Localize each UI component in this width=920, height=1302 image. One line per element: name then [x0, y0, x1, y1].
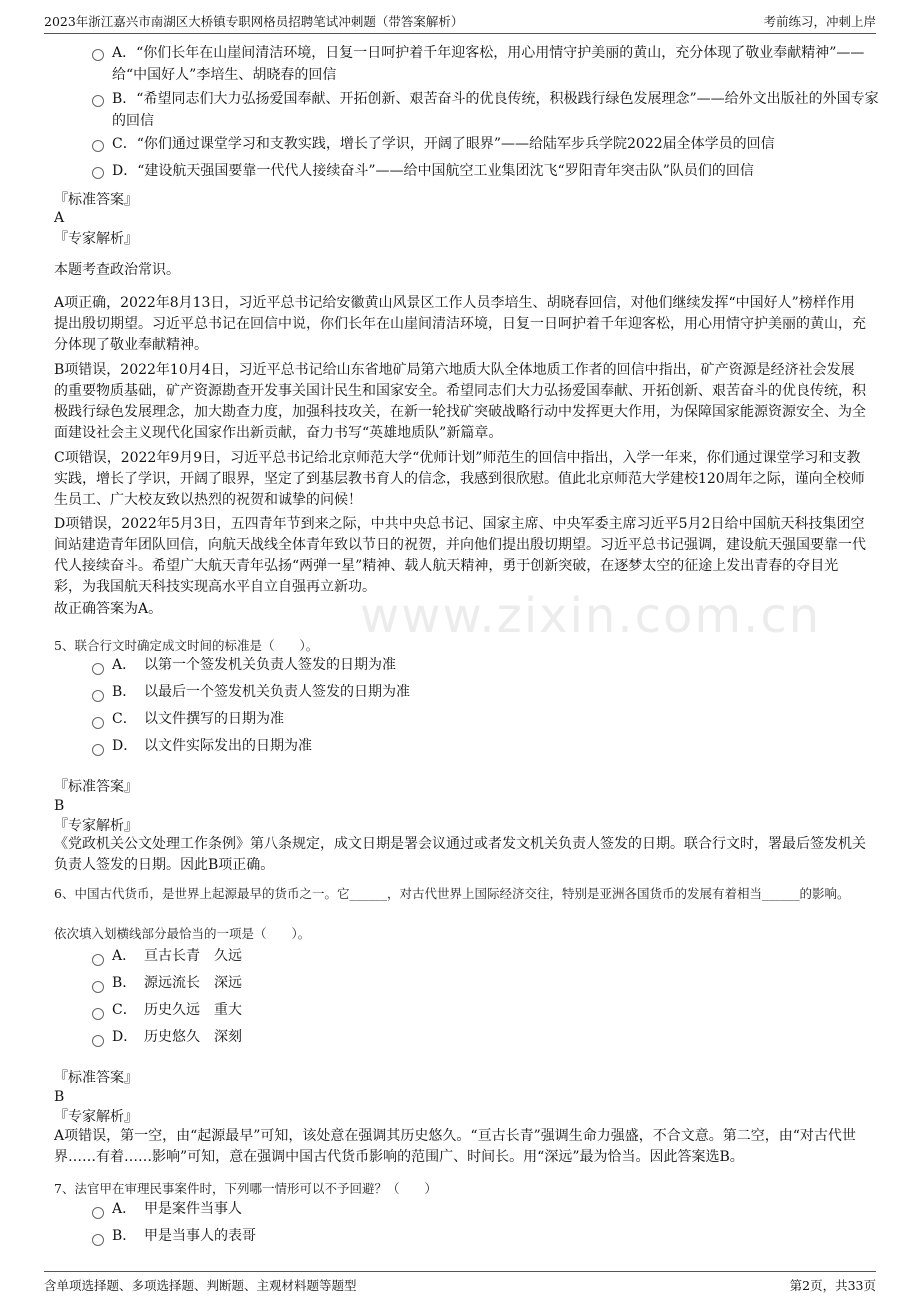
- analysis-paragraph: B项错误，2022年10月4日，习近平总书记给山东省地矿局第六地质大队全体地质工作者的回信中指出，矿产资源是经济社会发展的重要物质基础，矿产资源勘查开发事关国计民生和国家安全。希望同志们大力弘扬爱国奉献、开拓创新、艰苦奋斗的优良传统，积极践行绿色发展理念，加大勘查力度，加强科技攻关，在新一轮找矿突破战略行动中发挥更大作用，为保障国家能源资源安全、为全面建设社会主义现代化国家作出新贡献，奋力书写“英雄地质队”新篇章。: [54, 362, 866, 441]
- q6-option-b[interactable]: B． 源远流长 深远: [92, 972, 242, 994]
- radio-icon[interactable]: [92, 717, 104, 729]
- radio-icon[interactable]: [92, 663, 104, 675]
- radio-icon[interactable]: [92, 95, 104, 107]
- answer-heading: 『标准答案』: [54, 192, 138, 208]
- answer-value: B: [54, 1089, 65, 1105]
- q5-option-b[interactable]: B． 以最后一个签发机关负责人签发的日期为准: [92, 681, 410, 703]
- document-title: 2023年浙江嘉兴市南湖区大桥镇专职网格员招聘笔试冲刺题（带答案解析）: [44, 14, 464, 29]
- analysis-paragraph: 故正确答案为A。: [54, 601, 163, 617]
- q6-option-a[interactable]: A． 亘古长青 久远: [92, 945, 242, 967]
- analysis-paragraph: 本题考查政治常识。: [54, 262, 180, 278]
- question-6-instruction: 依次填入划横线部分最恰当的一项是（ ）。: [54, 926, 311, 941]
- footer-note: 含单项选择题、多项选择题、判断题、主观材料题等题型: [44, 1278, 357, 1293]
- radio-icon[interactable]: [92, 49, 104, 61]
- q7-option-b[interactable]: B． 甲是当事人的表哥: [92, 1225, 256, 1247]
- analysis-heading: 『专家解析』: [54, 231, 138, 247]
- answer-value: B: [54, 798, 65, 814]
- radio-icon[interactable]: [92, 167, 104, 179]
- radio-icon[interactable]: [92, 690, 104, 702]
- q4-option-c[interactable]: C．“你们通过课堂学习和支教实践，增长了学识，开阔了眼界”——给陆军步兵学院2022届全体学员的回信: [92, 133, 880, 155]
- question-5: 5、联合行文时确定成文时间的标准是（ ）。: [54, 638, 319, 653]
- q5-option-c[interactable]: C． 以文件撰写的日期为准: [92, 708, 284, 730]
- analysis-heading: 『专家解析』: [54, 1109, 138, 1125]
- answer-heading: 『标准答案』: [54, 779, 138, 795]
- radio-icon[interactable]: [92, 981, 104, 993]
- q7-option-a[interactable]: A． 甲是案件当事人: [92, 1198, 242, 1220]
- analysis-paragraph: A项错误，第一空，由“起源最早”可知，该处意在强调其历史悠久。“亘古长青”强调生命力强盛，不合文意。第二空，由“对古代世界……有着……影响”可知，意在强调中国古代货币影响的范围广、时间长。用“深远”最为恰当。因此答案选B。: [54, 1128, 856, 1165]
- q5-option-a[interactable]: A． 以第一个签发机关负责人签发的日期为准: [92, 654, 396, 676]
- analysis-paragraph: C项错误，2022年9月9日，习近平总书记给北京师范大学“优师计划”师范生的回信中指出，入学一年来，你们通过课堂学习和支教实践，增长了学识，开阔了眼界，坚定了到基层教书育人的信念，我感到很欣慰。值此北京师范大学建校120周年之际，谨向全校师生员工、广大校友致以热烈的祝贺和诚挚的问候！: [54, 450, 865, 508]
- page-header: [44, 8, 876, 34]
- q6-option-c[interactable]: C． 历史久远 重大: [92, 999, 242, 1021]
- q4-option-d[interactable]: D．“建设航天强国要靠一代代人接续奋斗”——给中国航空工业集团沈飞“罗阳青年突击队”队员们的回信: [92, 160, 880, 182]
- question-7: 7、法官甲在审理民事案件时，下列哪一情形可以不予回避？（ ）: [54, 1181, 437, 1196]
- radio-icon[interactable]: [92, 1035, 104, 1047]
- radio-icon[interactable]: [92, 954, 104, 966]
- analysis-heading: 『专家解析』: [54, 818, 138, 834]
- radio-icon[interactable]: [92, 744, 104, 756]
- page-footer: [44, 1271, 876, 1298]
- answer-value: A: [54, 210, 65, 226]
- header-slogan: 考前练习，冲刺上岸: [763, 14, 876, 29]
- analysis-paragraph: D项错误，2022年5月3日，五四青年节到来之际，中共中央总书记、国家主席、中央军委主席习近平5月2日给中国航天科技集团空间站建造青年团队回信，向航天战线全体青年致以节日的祝贺，并向他们提出殷切期望。习近平总书记强调，建设航天强国要靠一代代人接续奋斗。希望广大航天青年弘扬“两弹一星”精神、载人航天精神，勇于创新突破，在逐梦太空的征途上发出青春的夺目光彩，为我国航天科技实现高水平自立自强再立新功。: [54, 516, 866, 595]
- page-number: 第2页，共33页: [789, 1278, 876, 1293]
- radio-icon[interactable]: [92, 140, 104, 152]
- answer-heading: 『标准答案』: [54, 1070, 138, 1086]
- q4-option-b[interactable]: B．“希望同志们大力弘扬爱国奉献、开拓创新、艰苦奋斗的优良传统，积极践行绿色发展理念”——给外文出版社的外国专家的回信: [92, 88, 880, 132]
- q4-option-a[interactable]: A．“你们长年在山崖间清洁环境，日复一日呵护着千年迎客松，用心用情守护美丽的黄山，充分体现了敬业奉献精神”——给“中国好人”李培生、胡晓春的回信: [92, 42, 880, 86]
- watermark: www.zixin.com.cn: [360, 588, 822, 644]
- analysis-paragraph: 《党政机关公文处理工作条例》第八条规定，成文日期是署会议通过或者发文机关负责人签发的日期。联合行文时，署最后签发机关负责人签发的日期。因此B项正确。: [54, 836, 866, 873]
- radio-icon[interactable]: [92, 1008, 104, 1020]
- q6-option-d[interactable]: D． 历史悠久 深刻: [92, 1026, 242, 1048]
- q5-option-d[interactable]: D． 以文件实际发出的日期为准: [92, 735, 312, 757]
- radio-icon[interactable]: [92, 1207, 104, 1219]
- question-6: 6、中国古代货币，是世界上起源最早的货币之一。它______，对古代世界上国际经济交往，特别是亚洲各国货币的发展有着相当______的影响。: [54, 886, 850, 901]
- analysis-paragraph: A项正确，2022年8月13日，习近平总书记给安徽黄山风景区工作人员李培生、胡晓春回信，对他们继续发挥“中国好人”榜样作用提出殷切期望。习近平总书记在回信中说，你们长年在山崖间清洁环境，日复一日呵护着千年迎客松，用心用情守护美丽的黄山，充分体现了敬业奉献精神。: [54, 295, 866, 353]
- radio-icon[interactable]: [92, 1234, 104, 1246]
